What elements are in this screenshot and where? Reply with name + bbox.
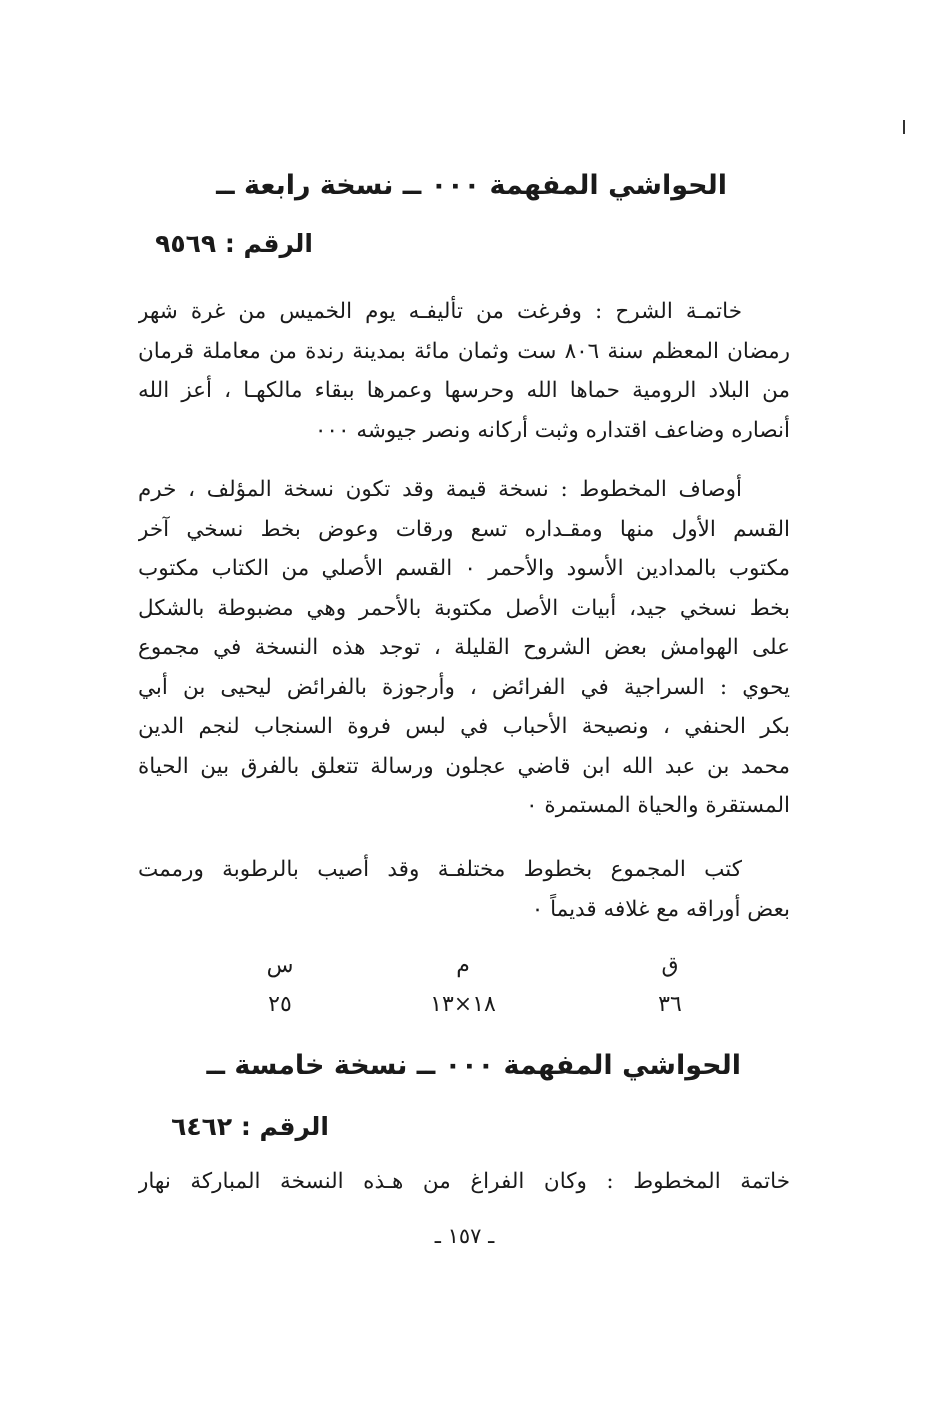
- text-line: بعض أوراقه مع غلافه قديماً ٠: [531, 896, 790, 922]
- text-line: المستقرة والحياة المستمرة ٠: [526, 793, 790, 818]
- collection-note-paragraph: [138, 850, 790, 929]
- lines-value: ٢٥: [268, 992, 292, 1017]
- text-line: يحوي : السراجية في الفرائض ، وأرجوزة بالفرائض ليحيى بن أبي: [138, 674, 790, 700]
- section-heading-fifth-copy: الحواشي المفهمة ٠٠٠ ــ نسخة خامسة ــ: [206, 1050, 741, 1081]
- text-line: بخط نسخي جيد، أبيات الأصل مكتوبة بالأحمر وهي مضبوطة بالشكل: [138, 595, 790, 621]
- text-line: خاتمة المخطوط : وكان الفراغ من هـذه النسخة المباركة نهار: [138, 1169, 790, 1194]
- lines-label: س: [266, 953, 294, 978]
- text-line: على الهوامش بعض الشروح القليلة ، توجد هذه النسخة في مجموع: [138, 635, 790, 660]
- text-line: أنصاره وضاعف اقتداره وثبت أركانه ونصر جيوشه ٠٠٠: [314, 417, 790, 443]
- leaves-value: ٣٦: [658, 992, 682, 1017]
- text-line: كتب المجموع بخطوط مختلفـة وقد أصيب بالرطوبة ورممت: [138, 857, 742, 882]
- text-line: مكتوب بالمدادين الأسود والأحمر ٠ القسم الأصلي من الكتاب مكتوب: [138, 556, 790, 581]
- text-line: بكر الحنفي ، ونصيحة الأحباب في لبس فروة السنجاب لنجم الدين: [138, 714, 790, 739]
- leaves-label: ق: [661, 953, 679, 978]
- text-line: رمضان المعظم سنة ٨٠٦ ست وثمان مائة بمدينة رندة من معاملة قرمان: [138, 338, 790, 364]
- catalog-number-6462: الرقم : ٦٤٦٢: [171, 1112, 329, 1141]
- size-label: م: [456, 953, 470, 978]
- text-line: أوصاف المخطوط : نسخة قيمة وقد تكون نسخة المؤلف ، خرم: [138, 477, 742, 502]
- colophon-paragraph: [138, 292, 790, 450]
- catalog-number-9569: الرقم : ٩٥٦٩: [155, 229, 313, 258]
- section-heading-fourth-copy: الحواشي المفهمة ٠٠٠ ــ نسخة رابعة ــ: [216, 170, 727, 201]
- fifth-copy-colophon-paragraph: [138, 1162, 790, 1202]
- manuscript-description-paragraph: [138, 470, 790, 826]
- size-value: ١٨×١٣: [430, 992, 496, 1017]
- text-line: محمد بن عبد الله ابن قاضي عجلون ورسالة تتعلق بالفرق بين الحياة: [138, 753, 790, 779]
- margin-mark: [903, 120, 905, 134]
- text-line: خاتمـة الشرح : وفرغت من تأليفـه يوم الخميس من غرة شهر: [138, 299, 742, 324]
- text-line: القسم الأول منها ومقـداره تسع ورقات وعوض بخط نسخي آخر: [138, 516, 790, 542]
- page-number: ـ ١٥٧ ـ: [434, 1224, 495, 1248]
- text-line: من البلاد الرومية حماها الله وحرسها وعمرها ببقاء مالكهـا ، أعز الله: [138, 378, 790, 403]
